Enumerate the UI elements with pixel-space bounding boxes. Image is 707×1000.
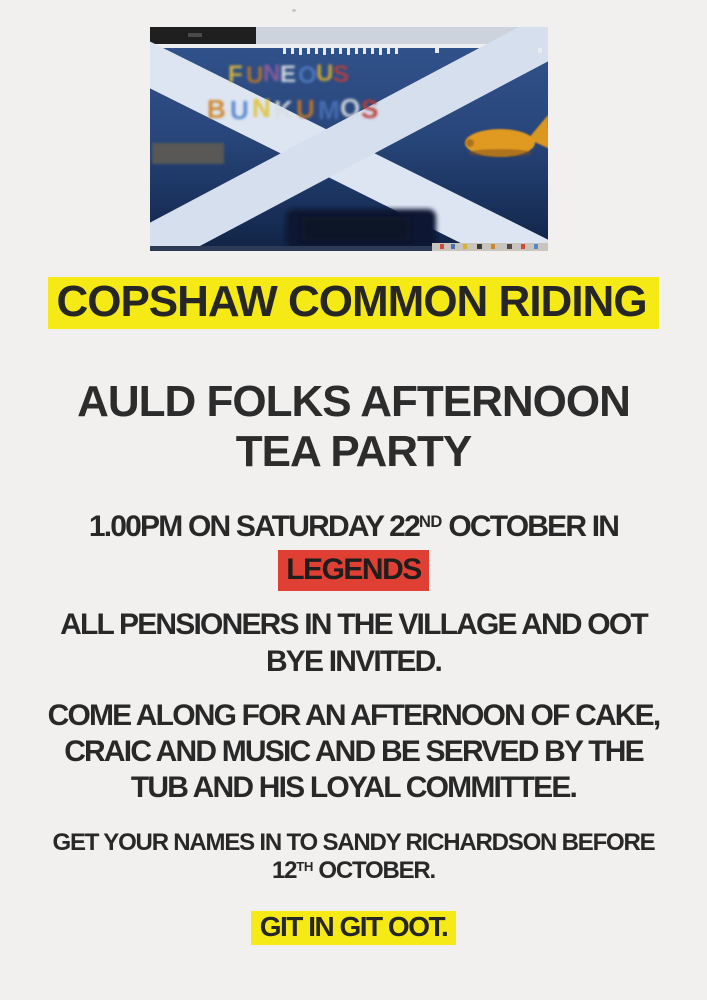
flag-letter: S	[333, 61, 350, 88]
flag-letter: E	[280, 61, 297, 88]
grey-patch	[152, 143, 224, 164]
event-heading-line2: TEA PARTY	[235, 427, 472, 476]
flag-letter: K	[274, 95, 293, 125]
event-heading-line1: AULD FOLKS AFTERNOON	[77, 377, 630, 426]
invite-paragraph	[0, 606, 707, 680]
flag-letter: B	[207, 94, 226, 124]
invite-line1: ALL PENSIONERS IN THE VILLAGE AND OOT	[60, 608, 647, 641]
flag-letter: U	[230, 95, 249, 125]
rsvp-ordinal: TH	[296, 858, 313, 874]
rsvp-paragraph	[0, 829, 707, 888]
page-title: COPSHAW COMMON RIDING	[48, 277, 658, 329]
details-line1: COME ALONG FOR AN AFTERNOON OF CAKE,	[47, 699, 660, 732]
flag-letter: U	[296, 94, 315, 124]
footer-slogan: GIT IN GIT OOT.	[251, 911, 457, 945]
footer-row	[0, 911, 707, 945]
flag-photo	[150, 27, 548, 251]
event-when-line	[0, 508, 707, 550]
flag-letter: U	[316, 60, 334, 87]
black-bar-mark	[188, 33, 202, 37]
title-row	[0, 277, 707, 329]
flag-letter: N	[263, 60, 281, 87]
when-suffix: OCTOBER IN	[441, 510, 619, 543]
details-paragraph	[0, 698, 707, 806]
event-venue-line	[0, 550, 707, 591]
details-line3: TUB AND HIS LOYAL COMMITTEE.	[130, 771, 577, 804]
venue-highlight: LEGENDS	[278, 550, 429, 591]
rsvp-line2	[0, 857, 707, 888]
rsvp-suffix: OCTOBER.	[312, 857, 435, 884]
rsvp-line1: GET YOUR NAMES IN TO SANDY RICHARDSON BEFORE	[52, 829, 655, 856]
scan-speck	[292, 9, 296, 12]
invite-line2: BYE INVITED.	[265, 645, 442, 678]
flag-letter: M	[318, 95, 340, 125]
flag-letter: F	[228, 61, 243, 88]
event-heading	[0, 377, 707, 477]
dark-object-core	[302, 217, 410, 241]
bottom-light-strip	[432, 243, 548, 251]
event-when	[0, 508, 707, 591]
when-ordinal: ND	[418, 512, 442, 531]
flag-letter: O	[340, 93, 361, 123]
when-prefix: 1.00PM ON SATURDAY 22	[88, 510, 419, 543]
flag-letter: N	[252, 93, 271, 123]
flag-letter: S	[361, 94, 379, 124]
flag-letter: O	[298, 62, 317, 89]
rsvp-day: 12	[272, 857, 297, 884]
black-bar	[150, 27, 256, 44]
flag-photo-graphic	[150, 27, 548, 251]
flag-letter: U	[246, 62, 264, 89]
bottom-dark-strip	[150, 246, 440, 251]
details-line2: CRAIC AND MUSIC AND BE SERVED BY THE	[64, 735, 643, 768]
